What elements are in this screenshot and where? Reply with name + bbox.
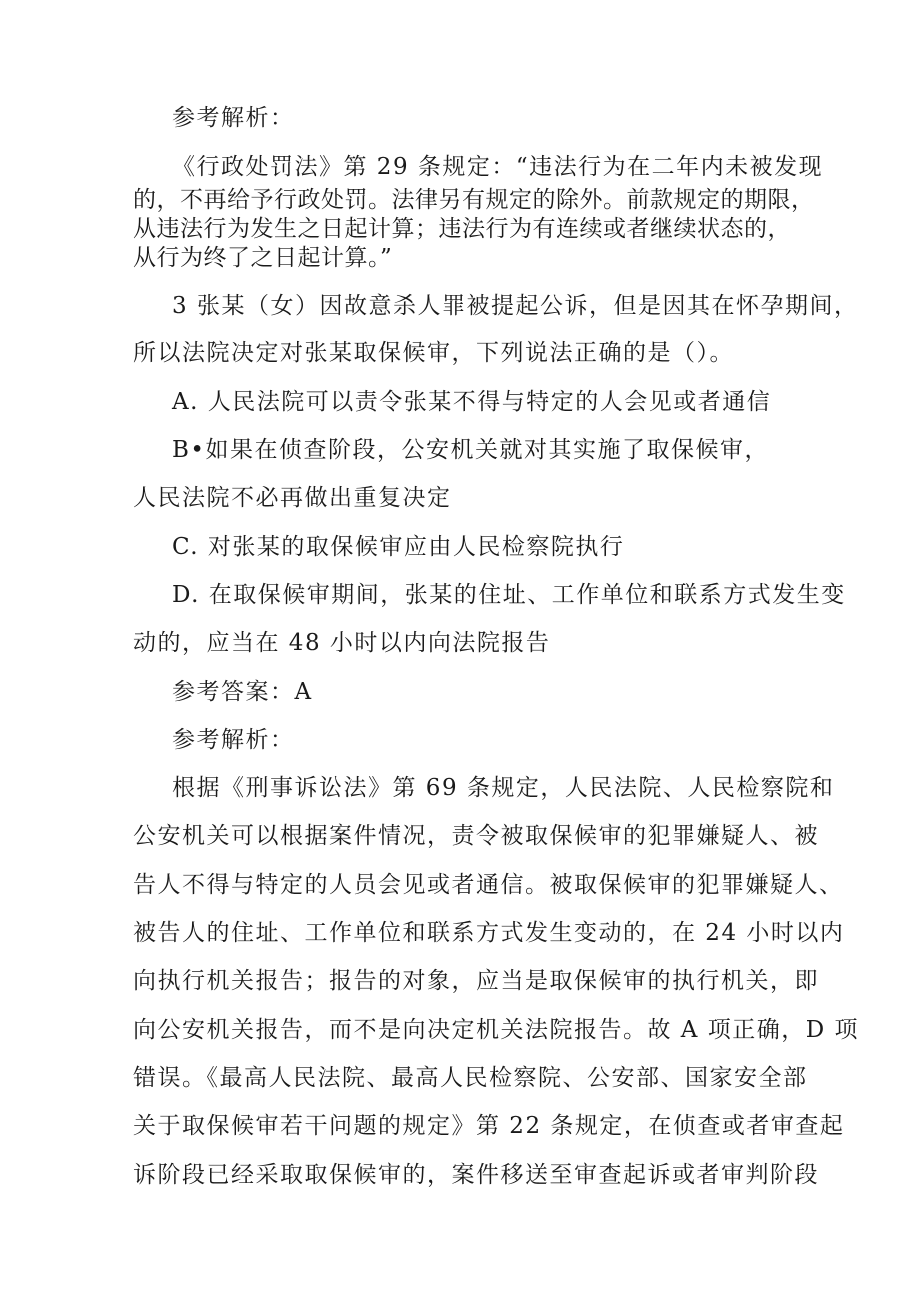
q3-analysis-line-2: 公安机关可以根据案件情况，责令被取保候审的犯罪嫌疑人、被 bbox=[133, 823, 819, 849]
q2-analysis-line-4: 从行为终了之日起计算。” bbox=[133, 245, 393, 271]
q3-option-d-line-2: 动的，应当在 48 小时以内向法院报告 bbox=[133, 630, 551, 656]
q3-option-b-line-2: 人民法院不必再做出重复决定 bbox=[133, 485, 452, 511]
q3-answer: 参考答案：A bbox=[172, 679, 313, 705]
q3-analysis-line-1: 根据《刑事诉讼法》第 69 条规定，人民法院、人民检察院和 bbox=[172, 775, 835, 801]
q3-analysis-line-7: 错误。《最高人民法院、最高人民检察院、公安部、国家安全部 bbox=[133, 1065, 808, 1091]
q3-option-d-line-1: D. 在取保候审期间，张某的住址、工作单位和联系方式发生变 bbox=[172, 582, 846, 608]
q3-analysis-line-9: 诉阶段已经采取取保候审的，案件移送至审查起诉或者审判阶段 bbox=[133, 1162, 819, 1188]
q3-option-a: A. 人民法院可以责令张某不得与特定的人会见或者通信 bbox=[172, 389, 772, 415]
q3-analysis-line-8: 关于取保候审若干问题的规定》第 22 条规定，在侦查或者审查起 bbox=[133, 1113, 845, 1139]
q3-stem-line-2: 所以法院决定对张某取保候审，下列说法正确的是（）。 bbox=[133, 340, 734, 366]
q3-stem-line-1: 3 张某（女）因故意杀人罪被提起公诉，但是因其在怀孕期间， bbox=[172, 293, 859, 319]
q2-analysis-line-2: 的，不再给予行政处罚。法律另有规定的除外。前款规定的期限， bbox=[133, 187, 815, 213]
q3-analysis-line-3: 告人不得与特定的人员会见或者通信。被取保候审的犯罪嫌疑人、 bbox=[133, 872, 844, 898]
q3-option-b-line-1: B•如果在侦查阶段，公安机关就对其实施了取保候审， bbox=[172, 437, 769, 463]
q2-analysis-line-3: 从违法行为发生之日起计算；违法行为有连续或者继续状态的， bbox=[133, 216, 791, 242]
q3-option-c: C. 对张某的取保候审应由人民检察院执行 bbox=[172, 534, 625, 560]
q3-analysis-label: 参考解析： bbox=[172, 727, 295, 753]
q3-analysis-line-5: 向执行机关报告；报告的对象，应当是取保候审的执行机关，即 bbox=[133, 968, 819, 994]
q3-analysis-line-6: 向公安机关报告，而不是向决定机关法院报告。故 A 项正确，D 项 bbox=[133, 1017, 859, 1043]
q2-analysis-line-1: 《行政处罚法》第 29 条规定：“违法行为在二年内未被发现 bbox=[172, 154, 824, 180]
q2-analysis-label: 参考解析： bbox=[172, 105, 295, 131]
q3-analysis-line-4: 被告人的住址、工作单位和联系方式发生变动的，在 24 小时以内 bbox=[133, 920, 845, 946]
